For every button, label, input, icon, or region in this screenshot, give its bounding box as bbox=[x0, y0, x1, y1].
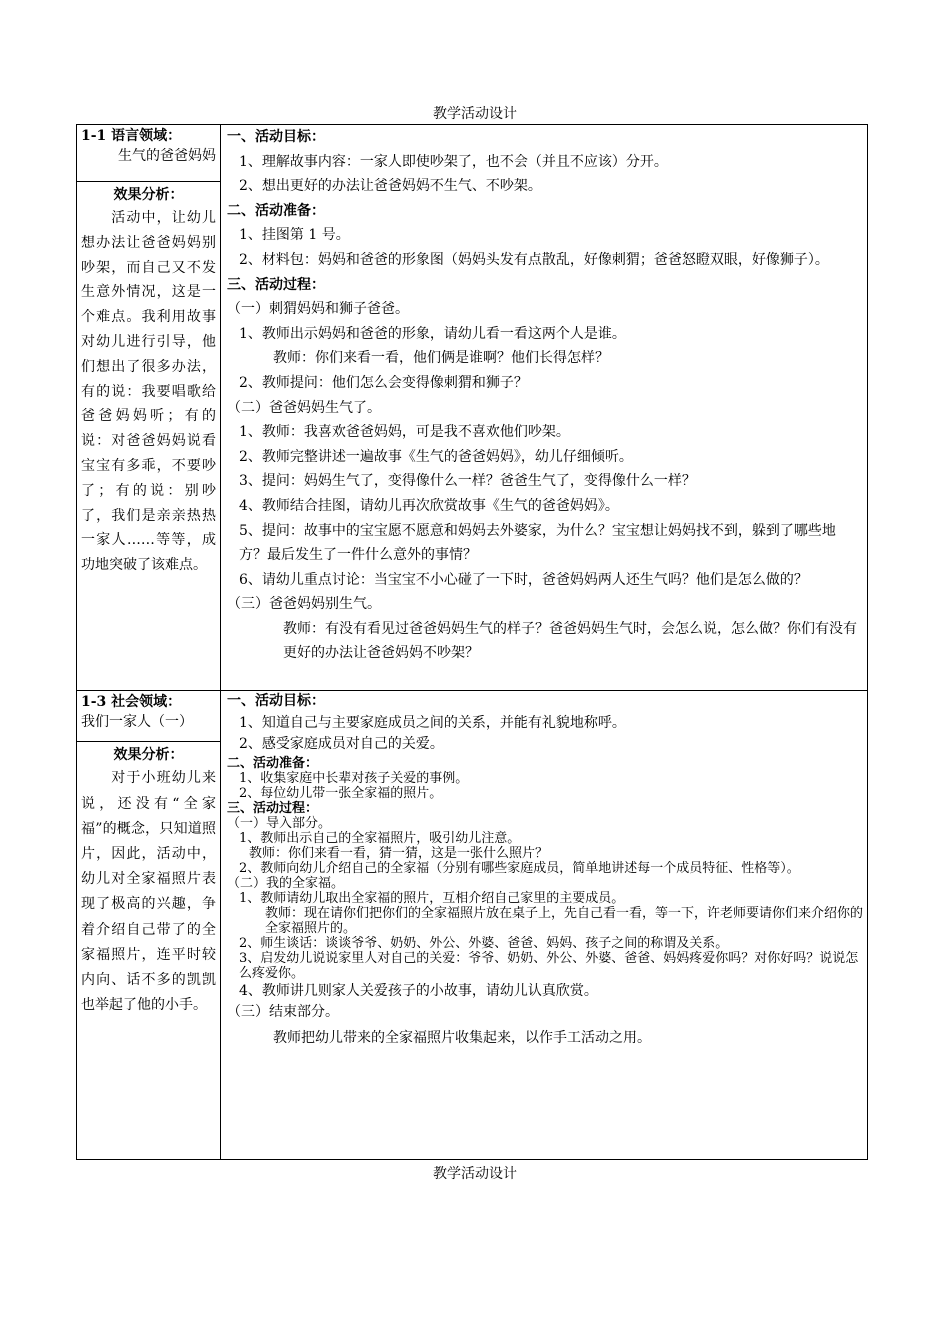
section-heading: 三、活动过程： bbox=[227, 276, 325, 293]
content-line: 2、想出更好的办法让爸爸妈妈不生气、不吵架。 bbox=[239, 178, 542, 195]
content-line: 教师把幼儿带来的全家福照片收集起来，以作手工活动之用。 bbox=[273, 1029, 651, 1046]
section-heading: 一、活动目标： bbox=[227, 693, 325, 709]
content-line: 教师：有没有看见过爸爸妈妈生气的样子？爸爸妈妈生气时，会怎么说，怎么做？你们有没有更好的办法让爸爸妈妈不吵架？ bbox=[283, 620, 857, 662]
content-line: 2、感受家庭成员对自己的关爱。 bbox=[239, 736, 444, 753]
effect-cell bbox=[77, 742, 221, 1160]
section-heading: 三、活动过程： bbox=[227, 800, 319, 816]
table-row bbox=[77, 125, 868, 182]
domain-title: 1-1 语言领域： bbox=[81, 128, 182, 144]
table-row bbox=[77, 691, 868, 742]
content-line: 1、理解故事内容：一家人即使吵架了，也不会（并且不应该）分开。 bbox=[239, 153, 668, 170]
content-line: 1、挂图第 1 号。 bbox=[239, 227, 350, 244]
content-line: 教师：现在请你们把你们的全家福照片放在桌子上，先自己看一看，等一下，许老师要请你们来介绍你的全家福照片的。 bbox=[265, 905, 864, 936]
subsection-heading: （三）结束部分。 bbox=[227, 1004, 339, 1021]
section-heading: 一、活动目标： bbox=[227, 129, 325, 145]
section-heading: 二、活动准备： bbox=[227, 755, 319, 771]
page-title-footer: 教学活动设计 bbox=[433, 1166, 517, 1182]
domain-title: 1-3 社会领域： bbox=[81, 694, 182, 710]
effect-heading: 效果分析： bbox=[113, 747, 184, 764]
activity-topic: 生气的爸爸妈妈 bbox=[118, 148, 216, 164]
content-line: 2、教师提问：他们怎么会变得像刺猬和狮子？ bbox=[239, 374, 528, 391]
effect-heading: 效果分析： bbox=[113, 187, 184, 203]
subsection-heading: （一）导入部分。 bbox=[227, 815, 332, 831]
activity-content bbox=[221, 125, 868, 691]
content-line: 4、教师结合挂图，请幼儿再次欣赏故事《生气的爸爸妈妈》。 bbox=[239, 497, 619, 514]
subsection-heading: （二）爸爸妈妈生气了。 bbox=[227, 399, 381, 416]
content-line: 2、材料包：妈妈和爸爸的形象图（妈妈头发有点散乱，好像刺猬；爸爸怒瞪双眼，好像狮子）。 bbox=[239, 251, 829, 268]
content-line: 1、教师出示妈妈和爸爸的形象，请幼儿看一看这两个人是谁。 bbox=[239, 325, 626, 342]
domain-cell bbox=[77, 125, 221, 182]
content-line: 1、教师请幼儿取出全家福的照片，互相介绍自己家里的主要成员。 bbox=[239, 890, 625, 906]
subsection-heading: （二）我的全家福。 bbox=[227, 875, 345, 891]
content-line: 1、收集家庭中长辈对孩子关爱的事例。 bbox=[239, 770, 469, 786]
effect-cell bbox=[77, 182, 221, 691]
section-heading: 二、活动准备： bbox=[227, 202, 325, 219]
page-title: 教学活动设计 bbox=[433, 106, 517, 122]
activity-content bbox=[221, 691, 868, 1160]
content-line: 1、教师：我喜欢爸爸妈妈，可是我不喜欢他们吵架。 bbox=[239, 424, 570, 441]
content-line: 教师：你们来看一看，猜一猜，这是一张什么照片？ bbox=[249, 845, 549, 861]
content-line: 1、知道自己与主要家庭成员之间的关系，并能有礼貌地称呼。 bbox=[239, 714, 626, 731]
effect-text: 活动中，让幼儿想办法让爸爸妈妈别吵架，而自己又不发生意外情况，这是一个难点。我利用故事对幼儿进行引导，他们想出了很多办法，有的说：我要唱歌给爸爸妈妈听；有的说：对爸爸妈妈说看宝宝有多乖，不要吵了；有的说：别吵了，我们是亲亲热热一家人……等等，成功地突破了该难点。 bbox=[81, 210, 216, 574]
content-line: 5、提问：故事中的宝宝愿不愿意和妈妈去外婆家，为什么？宝宝想让妈妈找不到，躲到了哪些地方？最后发生了一件什么意外的事情？ bbox=[239, 522, 836, 564]
content-line: 2、每位幼儿带一张全家福的照片。 bbox=[239, 785, 443, 801]
activity-topic: 我们一家人（一） bbox=[81, 714, 193, 730]
domain-cell bbox=[77, 691, 221, 742]
content-line: 6、请幼儿重点讨论：当宝宝不小心碰了一下时，爸爸妈妈两人还生气吗？他们是怎么做的？ bbox=[239, 571, 808, 588]
subsection-heading: （一）刺猬妈妈和狮子爸爸。 bbox=[227, 301, 409, 318]
content-line: 3、启发幼儿说说家里人对自己的关爱：爷爷、奶奶、外公、外婆、爸爸、妈妈疼爱你吗？对你好吗？说说怎么疼爱你。 bbox=[239, 950, 859, 981]
lesson-plan-table bbox=[76, 124, 868, 1160]
content-line: 4、教师讲几则家人关爱孩子的小故事，请幼儿认真欣赏。 bbox=[239, 982, 598, 999]
content-line: 2、师生谈话：谈谈爷爷、奶奶、外公、外婆、爸爸、妈妈、孩子之间的称谓及关系。 bbox=[239, 935, 729, 951]
content-line: 2、教师向幼儿介绍自己的全家福（分别有哪些家庭成员，简单地讲述每一个成员特征、性格等）。 bbox=[239, 860, 800, 876]
content-line: 1、教师出示自己的全家福照片，吸引幼儿注意。 bbox=[239, 830, 521, 846]
content-line: 2、教师完整讲述一遍故事《生气的爸爸妈妈》，幼儿仔细倾听。 bbox=[239, 448, 633, 465]
content-line: 教师：你们来看一看，他们俩是谁啊？他们长得怎样？ bbox=[273, 350, 609, 367]
effect-text: 对于小班幼儿来说，还没有“全家福”的概念，只知道照片，因此，活动中，幼儿对全家福照片表现了极高的兴趣，争着介绍自己带了的全家福照片，连平时较内向、话不多的凯凯也举起了他的小手。 bbox=[81, 770, 216, 1014]
subsection-heading: （三）爸爸妈妈别生气。 bbox=[227, 596, 381, 613]
content-line: 3、提问：妈妈生气了，变得像什么一样？爸爸生气了，变得像什么一样？ bbox=[239, 473, 696, 490]
